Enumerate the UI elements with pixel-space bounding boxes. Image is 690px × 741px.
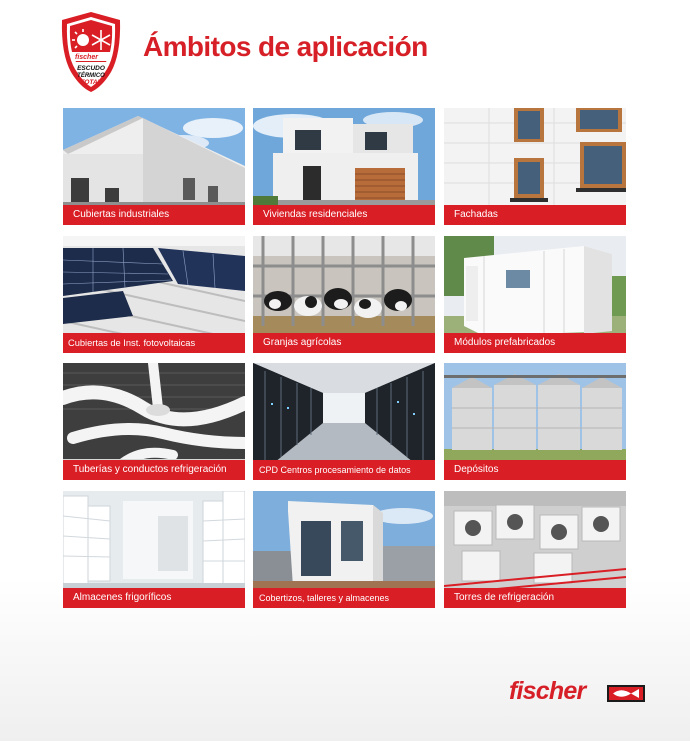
- tile-cubiertas-industriales: [63, 108, 245, 225]
- tile-caption: Viviendas residenciales: [253, 205, 435, 225]
- badge-line3: TOTAL: [80, 79, 102, 86]
- tile-almacenes-frigorificos: [63, 491, 245, 608]
- badge-line1: ESCUDO: [77, 65, 105, 72]
- badge-line2: TÉRMICO: [77, 73, 105, 79]
- brand-wordmark: fischer: [509, 677, 586, 705]
- tile-caption: Módulos prefabricados: [444, 333, 626, 353]
- tile-caption: Granjas agrícolas: [253, 333, 435, 353]
- tile-viviendas-residenciales: [253, 108, 435, 225]
- tile-caption: Almacenes frigoríficos: [63, 588, 245, 608]
- tile-caption: Cubiertas industriales: [63, 205, 245, 225]
- tile-caption: Tuberías y conductos refrigeración: [63, 460, 245, 480]
- badge-brand: fischer: [75, 54, 98, 61]
- tile-caption: Cobertizos, talleres y almacenes: [253, 588, 435, 608]
- tile-cubiertas-fotovoltaicas: [63, 236, 245, 353]
- tile-caption: Torres de refrigeración: [444, 588, 626, 608]
- tile-fachadas: [444, 108, 626, 225]
- tile-cobertizos-talleres: [253, 491, 435, 608]
- tile-torres-refrigeracion: [444, 491, 626, 608]
- page-title: Ámbitos de aplicación: [143, 31, 428, 62]
- tile-cpd-centros-datos: [253, 363, 435, 480]
- fischer-fish-logo-icon: [607, 685, 645, 702]
- tile-caption: Cubiertas de Inst. fotovoltaicas: [63, 333, 245, 353]
- tile-granjas-agricolas: [253, 236, 435, 353]
- tile-caption: CPD Centros procesamiento de datos: [253, 460, 435, 480]
- tile-caption: Fachadas: [444, 205, 626, 225]
- tile-caption: Depósitos: [444, 460, 626, 480]
- tile-tuberias-conductos: [63, 363, 245, 480]
- tile-depositos: [444, 363, 626, 480]
- tile-modulos-prefabricados: [444, 236, 626, 353]
